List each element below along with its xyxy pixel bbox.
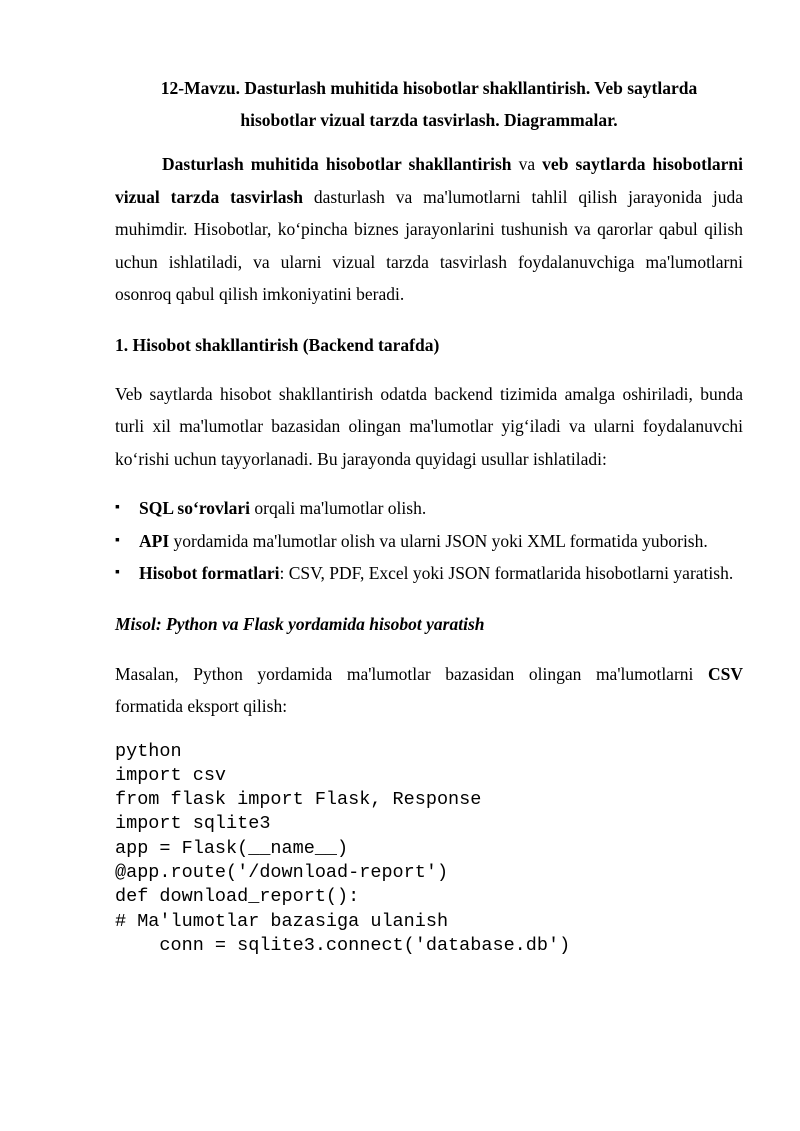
code-line: import sqlite3 xyxy=(115,813,271,835)
list-item-text: : CSV, PDF, Excel yoki JSON formatlarida hisobotlarni yaratish. xyxy=(279,563,734,583)
intro-text-1: va xyxy=(511,154,543,174)
list-item-text: yordamida ma'lumotlar olish va ularni JSON yoki XML formatida yuborish. xyxy=(169,530,708,551)
code-line: import csv xyxy=(115,764,227,786)
list-item xyxy=(115,492,743,525)
list-item xyxy=(115,557,743,590)
list-item xyxy=(115,525,743,558)
intro-bold-1: Dasturlash muhitida hisobotlar shakllantirish xyxy=(162,154,512,174)
list-item-bold: API xyxy=(139,530,170,551)
example-paragraph xyxy=(115,658,743,723)
code-line: from flask import Flask, Response xyxy=(115,789,482,811)
section-1-paragraph: Veb saytlarda hisobot shakllantirish odatda backend tizimida amalga oshiriladi, bunda turli xil ma'lumotlar bazasidan olingan ma'lumotlar yig‘iladi va ularni foydalanuvchi ko‘rishi uchun tayyorlanadi. Bu jarayonda quyidagi usullar ishlatiladi: xyxy=(115,383,743,469)
list-item-text: orqali ma'lumotlar olish. xyxy=(250,498,427,518)
code-line: conn = sqlite3.connect('database.db') xyxy=(115,934,571,956)
code-line: python xyxy=(115,740,182,762)
code-line: def download_report(): xyxy=(115,886,360,908)
title-line-2: hisobotlar vizual tarzda tasvirlash. Diagrammalar. xyxy=(240,110,618,130)
methods-list xyxy=(115,492,743,590)
code-line: # Ma'lumotlar bazasiga ulanish xyxy=(115,910,449,932)
intro-paragraph xyxy=(115,148,743,311)
code-line: @app.route('/download-report') xyxy=(115,861,449,883)
example-text-after: formatida eksport qilish: xyxy=(115,696,288,716)
list-item-bold: Hisobot formatlari xyxy=(139,563,280,583)
title-line-1: 12-Mavzu. Dasturlash muhitida hisobotlar shakllantirish. Veb saytlarda xyxy=(160,78,698,98)
bullet-icon: ▪ xyxy=(115,500,120,515)
section-1-heading: 1. Hisobot shakllantirish (Backend tarafda) xyxy=(115,334,440,355)
intro-bold-2: veb saytlarda hisobotlarni vizual tarzda tasvirlash xyxy=(115,154,743,207)
code-block xyxy=(115,740,743,959)
bullet-icon: ▪ xyxy=(115,565,120,580)
example-text-before: Masalan, Python yordamida ma'lumotlar bazasidan olingan ma'lumotlarni xyxy=(115,663,708,684)
document-title xyxy=(115,72,743,136)
intro-text-2: dasturlash va ma'lumotlarni tahlil qilish jarayonida juda muhimdir. Hisobotlar, ko‘pincha biznes jarayonlarini tushunish va qarorlar qabul qilish uchun ishlatiladi, va ularni vizual tarzda tasvirlash foydalanuvchiga ma'lumotlarni osonroq qabul qilish imkoniyatini beradi. xyxy=(115,186,743,304)
example-heading: Misol: Python va Flask yordamida hisobot yaratish xyxy=(115,613,485,634)
document-page xyxy=(115,72,743,958)
example-bold: CSV xyxy=(707,663,743,684)
bullet-icon: ▪ xyxy=(115,532,120,548)
list-item-bold: SQL so‘rovlari xyxy=(139,498,251,518)
code-line: app = Flask(__name__) xyxy=(115,837,349,859)
